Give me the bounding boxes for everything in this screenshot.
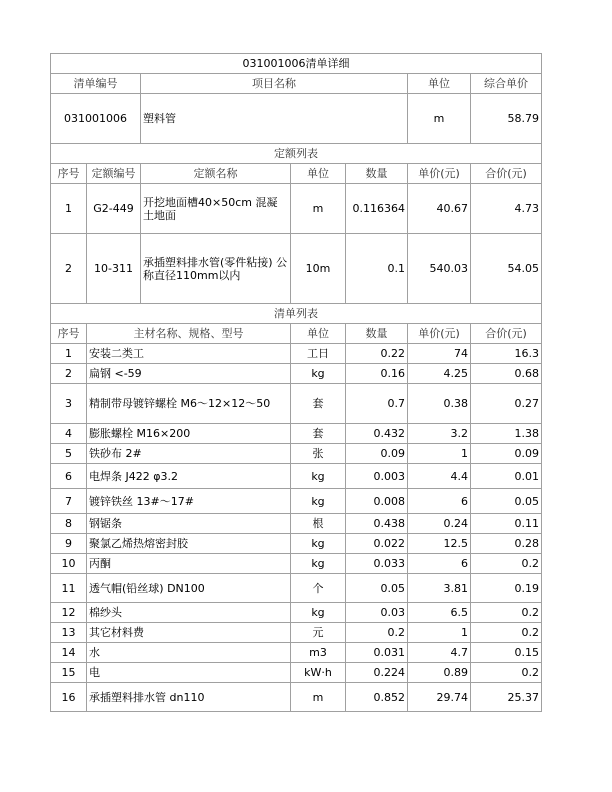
material-name: 扁钢 <-59 [87, 364, 291, 384]
material-name: 镀锌铁丝 13#～17# [87, 489, 291, 514]
material-name: 钢锯条 [87, 514, 291, 534]
material-name: 电 [87, 663, 291, 683]
material-total: 0.2 [471, 603, 542, 623]
material-qty: 0.2 [346, 623, 408, 643]
material-price: 3.81 [408, 574, 471, 603]
quota-price: 40.67 [408, 184, 471, 234]
material-price: 6.5 [408, 603, 471, 623]
material-unit: 元 [291, 623, 346, 643]
material-total: 0.09 [471, 444, 542, 464]
material-price: 0.89 [408, 663, 471, 683]
bill-row [51, 94, 542, 144]
quota-section-title-row [51, 144, 542, 164]
material-qty: 0.05 [346, 574, 408, 603]
material-row [51, 574, 542, 603]
material-total: 1.38 [471, 424, 542, 444]
material-no: 3 [51, 384, 87, 424]
material-price: 4.4 [408, 464, 471, 489]
quota-section-title: 定额列表 [51, 144, 542, 164]
title-row [51, 54, 542, 74]
bill-header-row [51, 74, 542, 94]
material-no: 7 [51, 489, 87, 514]
material-price: 3.2 [408, 424, 471, 444]
quota-header-total: 合价(元) [471, 164, 542, 184]
material-unit: 套 [291, 424, 346, 444]
material-name: 电焊条 J422 φ3.2 [87, 464, 291, 489]
material-no: 2 [51, 364, 87, 384]
material-total: 0.2 [471, 554, 542, 574]
material-name: 水 [87, 643, 291, 663]
material-row [51, 384, 542, 424]
quota-no: 1 [51, 184, 87, 234]
material-price: 12.5 [408, 534, 471, 554]
material-header-unit: 单位 [291, 324, 346, 344]
material-header-row [51, 324, 542, 344]
material-header-qty: 数量 [346, 324, 408, 344]
material-unit: kg [291, 534, 346, 554]
material-row [51, 364, 542, 384]
material-no: 10 [51, 554, 87, 574]
material-unit: kg [291, 603, 346, 623]
material-total: 0.2 [471, 663, 542, 683]
quota-name: 承插塑料排水管(零件粘接) 公称直径110mm以内 [141, 234, 291, 304]
material-total: 0.68 [471, 364, 542, 384]
material-name: 承插塑料排水管 dn110 [87, 683, 291, 712]
material-row [51, 623, 542, 643]
quota-unit: m [291, 184, 346, 234]
bill-code-header: 清单编号 [51, 74, 141, 94]
material-row [51, 464, 542, 489]
bill-price: 58.79 [471, 94, 542, 144]
quota-total: 54.05 [471, 234, 542, 304]
material-price: 1 [408, 623, 471, 643]
material-total: 16.3 [471, 344, 542, 364]
material-qty: 0.03 [346, 603, 408, 623]
material-total: 0.01 [471, 464, 542, 489]
material-qty: 0.224 [346, 663, 408, 683]
material-price: 0.24 [408, 514, 471, 534]
material-row [51, 683, 542, 712]
material-total: 0.19 [471, 574, 542, 603]
material-price: 4.7 [408, 643, 471, 663]
material-qty: 0.09 [346, 444, 408, 464]
quota-price: 540.03 [408, 234, 471, 304]
quota-code: 10-311 [87, 234, 141, 304]
material-price: 29.74 [408, 683, 471, 712]
material-header-name: 主材名称、规格、型号 [87, 324, 291, 344]
material-no: 9 [51, 534, 87, 554]
material-total: 0.15 [471, 643, 542, 663]
bill-code: 031001006 [51, 94, 141, 144]
material-row [51, 444, 542, 464]
material-qty: 0.432 [346, 424, 408, 444]
quota-qty: 0.116364 [346, 184, 408, 234]
material-unit: kg [291, 364, 346, 384]
material-section-title-row [51, 304, 542, 324]
material-name: 聚氯乙烯热熔密封胶 [87, 534, 291, 554]
material-qty: 0.031 [346, 643, 408, 663]
material-header-total: 合价(元) [471, 324, 542, 344]
material-section-title: 清单列表 [51, 304, 542, 324]
material-name: 透气帽(铅丝球) DN100 [87, 574, 291, 603]
material-row [51, 603, 542, 623]
material-no: 16 [51, 683, 87, 712]
material-row [51, 489, 542, 514]
quota-no: 2 [51, 234, 87, 304]
material-no: 5 [51, 444, 87, 464]
material-qty: 0.033 [346, 554, 408, 574]
material-price: 0.38 [408, 384, 471, 424]
material-qty: 0.008 [346, 489, 408, 514]
material-unit: kg [291, 464, 346, 489]
material-total: 25.37 [471, 683, 542, 712]
quota-code: G2-449 [87, 184, 141, 234]
material-unit: 个 [291, 574, 346, 603]
material-unit: m3 [291, 643, 346, 663]
material-price: 1 [408, 444, 471, 464]
material-unit: 套 [291, 384, 346, 424]
material-unit: m [291, 683, 346, 712]
material-no: 12 [51, 603, 87, 623]
material-name: 棉纱头 [87, 603, 291, 623]
material-qty: 0.022 [346, 534, 408, 554]
table-title: 031001006清单详细 [51, 54, 542, 74]
material-unit: kW·h [291, 663, 346, 683]
bill-unit: m [408, 94, 471, 144]
material-header-price: 单价(元) [408, 324, 471, 344]
material-unit: 张 [291, 444, 346, 464]
material-qty: 0.7 [346, 384, 408, 424]
quota-name: 开挖地面槽40×50cm 混凝土地面 [141, 184, 291, 234]
material-row [51, 424, 542, 444]
material-name: 精制带母镀锌螺栓 M6～12×12～50 [87, 384, 291, 424]
material-qty: 0.22 [346, 344, 408, 364]
quota-unit: 10m [291, 234, 346, 304]
quota-header-row [51, 164, 542, 184]
material-total: 0.28 [471, 534, 542, 554]
material-qty: 0.852 [346, 683, 408, 712]
material-price: 74 [408, 344, 471, 364]
material-row [51, 554, 542, 574]
material-no: 6 [51, 464, 87, 489]
material-name: 膨胀螺栓 M16×200 [87, 424, 291, 444]
material-unit: 工日 [291, 344, 346, 364]
bill-unit-header: 单位 [408, 74, 471, 94]
material-price: 4.25 [408, 364, 471, 384]
material-row [51, 514, 542, 534]
material-row [51, 344, 542, 364]
material-row [51, 663, 542, 683]
quota-header-name: 定额名称 [141, 164, 291, 184]
material-no: 13 [51, 623, 87, 643]
material-name: 丙酮 [87, 554, 291, 574]
material-no: 1 [51, 344, 87, 364]
bill-detail-table [50, 53, 542, 712]
quota-header-code: 定额编号 [87, 164, 141, 184]
quota-qty: 0.1 [346, 234, 408, 304]
material-total: 0.2 [471, 623, 542, 643]
quota-total: 4.73 [471, 184, 542, 234]
material-header-no: 序号 [51, 324, 87, 344]
material-no: 14 [51, 643, 87, 663]
bill-price-header: 综合单价 [471, 74, 542, 94]
material-unit: 根 [291, 514, 346, 534]
material-total: 0.11 [471, 514, 542, 534]
bill-name-header: 项目名称 [141, 74, 408, 94]
material-row [51, 643, 542, 663]
quota-header-qty: 数量 [346, 164, 408, 184]
material-price: 6 [408, 554, 471, 574]
material-row [51, 534, 542, 554]
quota-header-price: 单价(元) [408, 164, 471, 184]
material-no: 15 [51, 663, 87, 683]
material-price: 6 [408, 489, 471, 514]
material-total: 0.27 [471, 384, 542, 424]
material-unit: kg [291, 489, 346, 514]
material-no: 8 [51, 514, 87, 534]
material-no: 11 [51, 574, 87, 603]
material-name: 安装二类工 [87, 344, 291, 364]
quota-row [51, 234, 542, 304]
material-qty: 0.16 [346, 364, 408, 384]
material-name: 铁砂布 2# [87, 444, 291, 464]
material-unit: kg [291, 554, 346, 574]
material-name: 其它材料费 [87, 623, 291, 643]
material-qty: 0.003 [346, 464, 408, 489]
quota-header-unit: 单位 [291, 164, 346, 184]
material-no: 4 [51, 424, 87, 444]
material-qty: 0.438 [346, 514, 408, 534]
material-total: 0.05 [471, 489, 542, 514]
bill-name: 塑料管 [141, 94, 408, 144]
quota-row [51, 184, 542, 234]
quota-header-no: 序号 [51, 164, 87, 184]
